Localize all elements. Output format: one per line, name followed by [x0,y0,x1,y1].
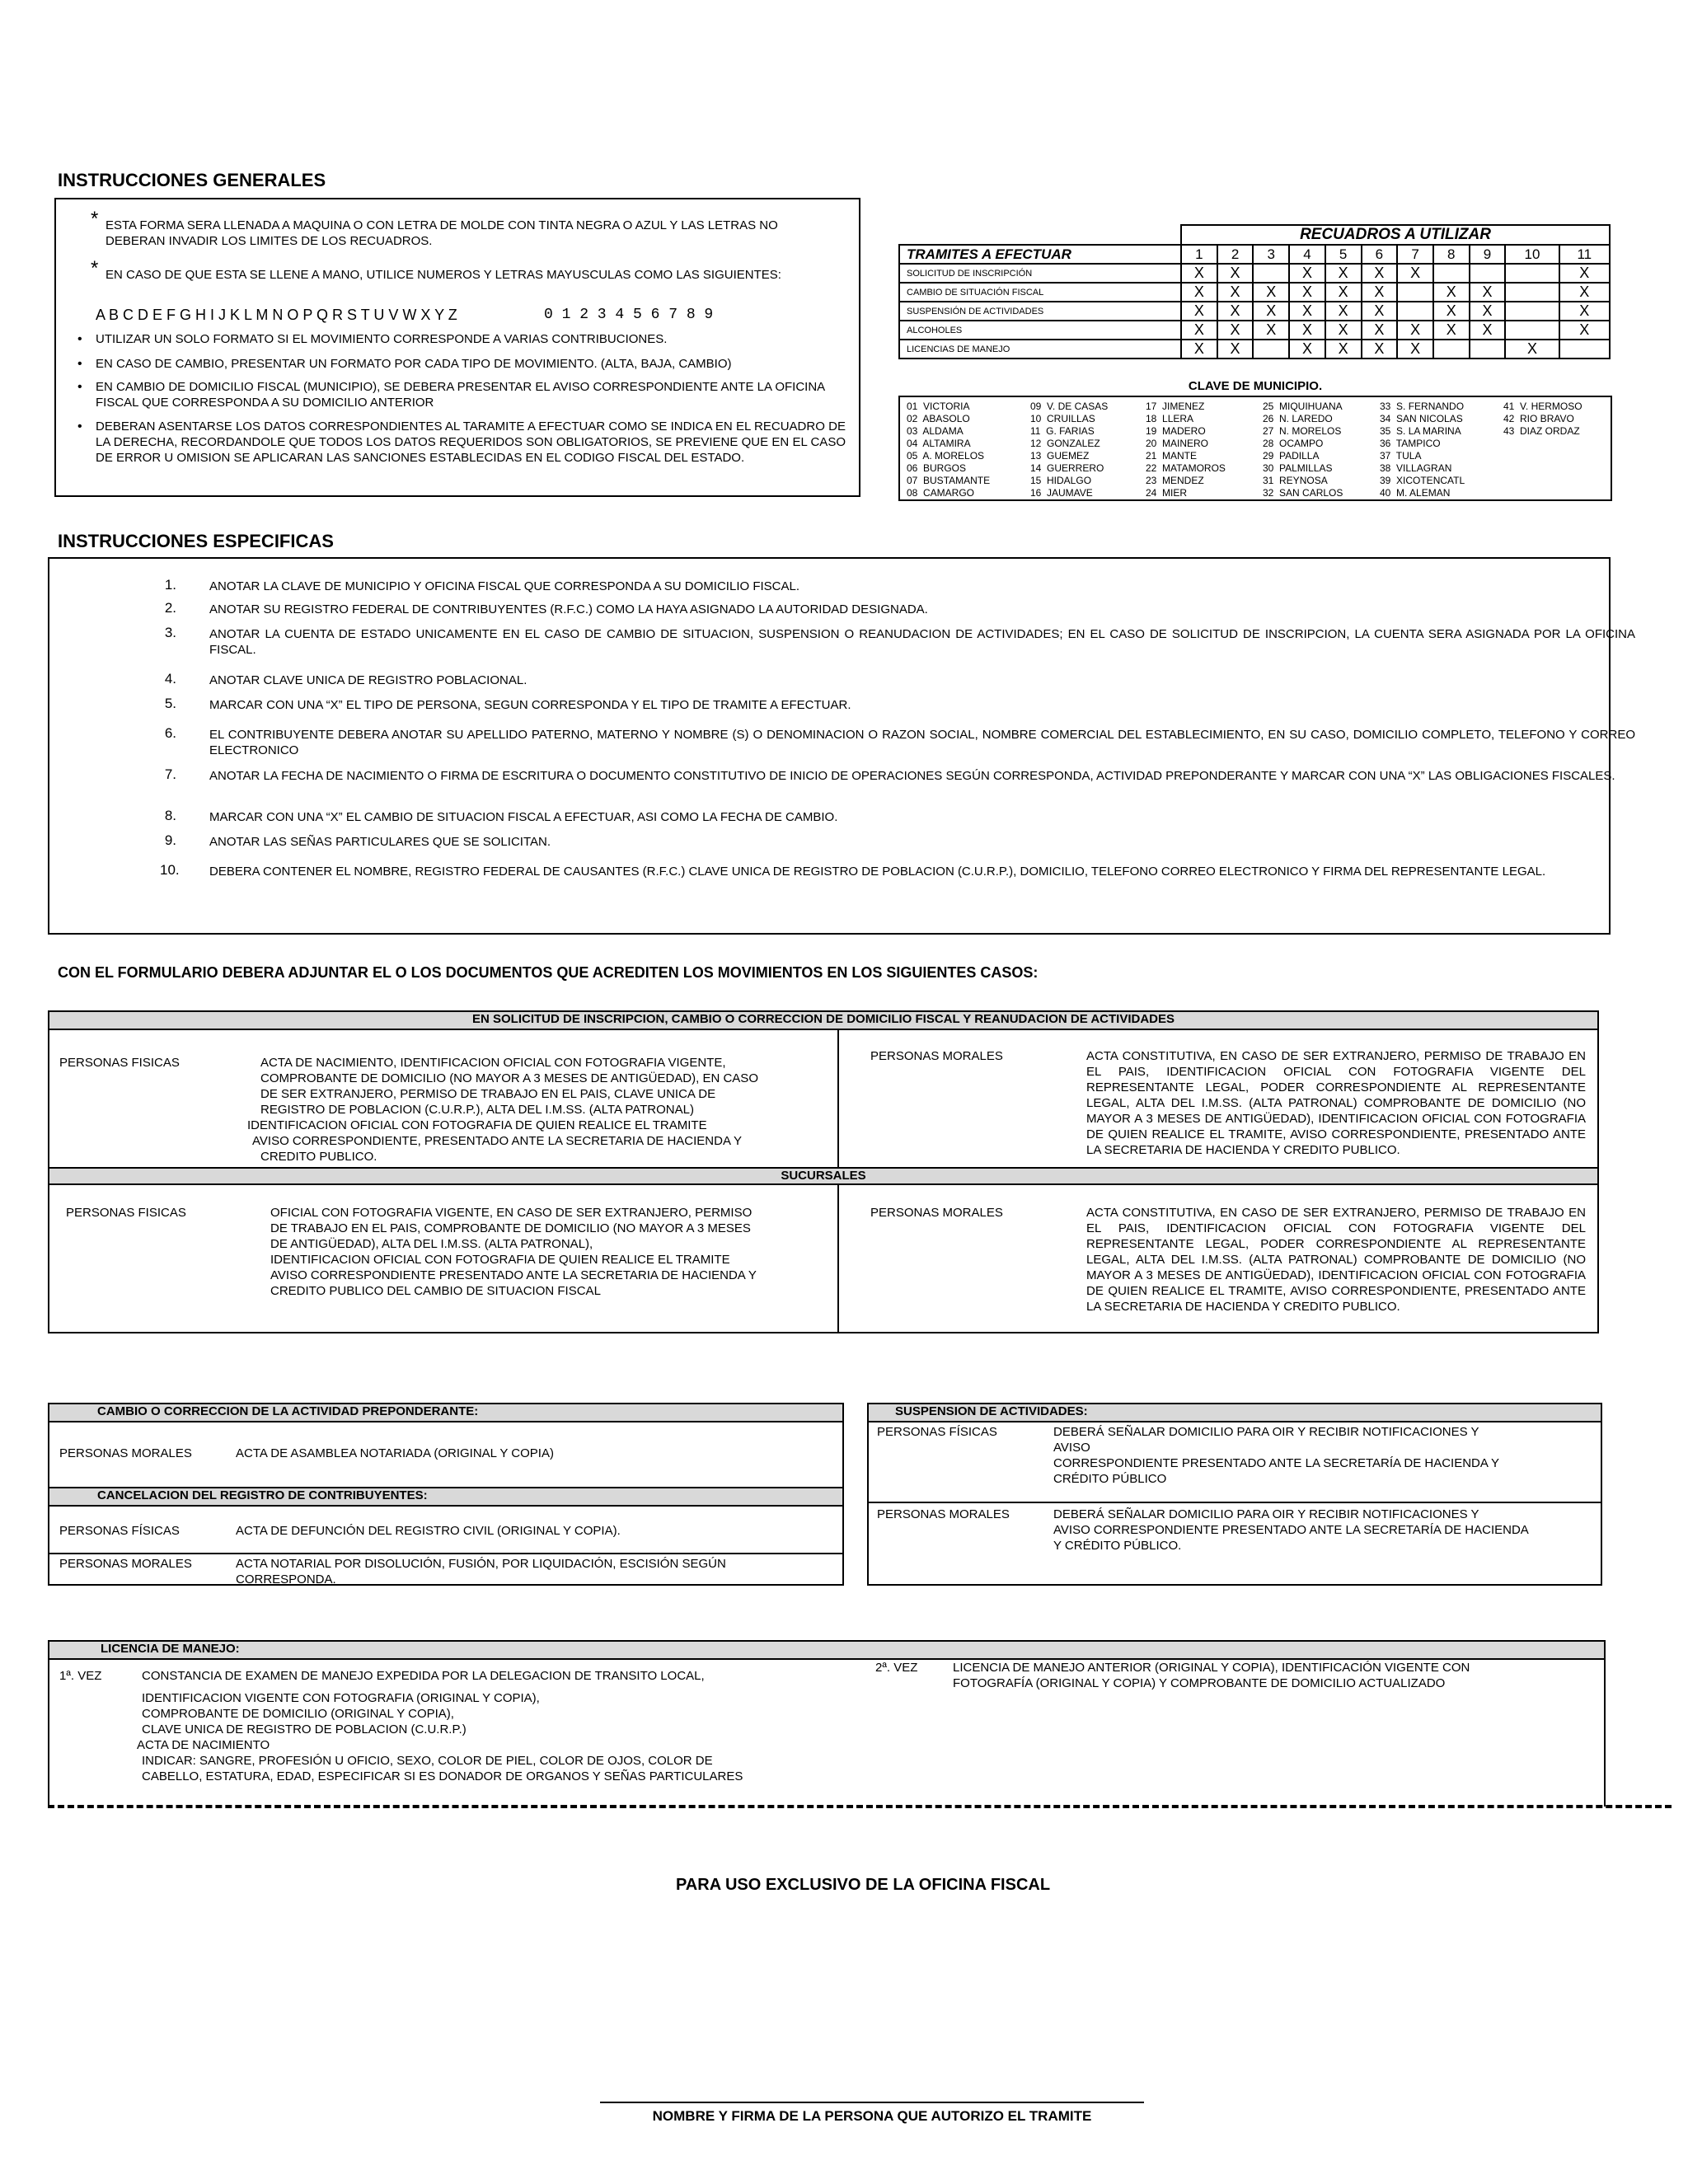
second-label: 2ª. VEZ [875,1661,918,1675]
mark-cell: X [1289,302,1325,321]
mark-cell: X [1289,283,1325,302]
tramite-row [899,283,1610,302]
column-header: 9 [1470,245,1506,264]
mark-cell: X [1325,264,1362,283]
tramite-label: SOLICITUD DE INSCRIPCIÓN [899,264,1181,283]
divider [49,1553,842,1554]
first-line: IDENTIFICACION VIGENTE CON FOTOGRAFIA (ORIGINAL Y COPIA), [142,1691,540,1705]
mark-cell: X [1181,302,1217,321]
mark-cell: X [1325,283,1362,302]
general-title: INSTRUCCIONES GENERALES [58,170,326,190]
mark-cell [1505,283,1559,302]
mark-cell: X [1397,264,1433,283]
municipio-item: 11 G. FARIAS [1030,425,1095,437]
item-number: 9. [164,832,176,848]
cancel-pm-text: ACTA NOTARIAL POR DISOLUCIÓN, FUSIÓN, POR LIQUIDACIÓN, ESCISIÓN SEGÚN CORRESPONDA. [236,1557,726,1586]
cambio-box [48,1403,844,1586]
municipio-item: 16 JAUMAVE [1030,487,1093,499]
column-header: 6 [1362,245,1398,264]
column-header: 2 [1217,245,1254,264]
mark-cell: X [1362,340,1398,359]
item-number: 6. [164,725,176,741]
licencia-title: LICENCIA DE MANEJO: [49,1642,1604,1660]
second-line: LICENCIA DE MANEJO ANTERIOR (ORIGINAL Y COPIA), IDENTIFICACIÓN VIGENTE CON [953,1661,1470,1675]
general-bullet [77,356,837,372]
pm-label: PERSONAS MORALES [870,1206,1003,1220]
sample-letters: A B C D E F G H I J K L M N O P Q R S T U V W X Y Z [96,307,457,323]
municipio-item: 14 GUERRERO [1030,462,1104,474]
docs-table [48,1010,1599,1333]
specific-list [49,559,1635,933]
bullet-text: UTILIZAR UN SOLO FORMATO SI EL MOVIMIENTO CORRESPONDE A VARIAS CONTRIBUCIONES. [96,332,668,346]
municipio-item: 20 MAINERO [1146,438,1209,449]
column-header: 7 [1397,245,1433,264]
mark-cell: X [1253,321,1289,340]
mark-cell: X [1470,283,1506,302]
tramite-label: SUSPENSIÓN DE ACTIVIDADES [899,302,1181,321]
docs-header-2: SUCURSALES [49,1167,1597,1185]
municipio-item: 23 MENDEZ [1146,475,1204,486]
mark-cell: X [1181,340,1217,359]
municipio-item: 01 VICTORIA [907,401,970,412]
first-line: CABELLO, ESTATURA, EDAD, ESPECIFICAR SI ES DONADOR DE ORGANOS Y SEÑAS PARTICULARES [142,1769,743,1783]
mark-cell [1470,340,1506,359]
mark-cell: X [1505,340,1559,359]
municipio-item: 10 CRUILLAS [1030,413,1095,424]
divider [837,1030,839,1167]
municipio-item: 17 JIMENEZ [1146,401,1205,412]
mark-cell: X [1559,264,1610,283]
tramite-label: ALCOHOLES [899,321,1181,340]
mark-cell [1505,302,1559,321]
item-number: 10. [160,862,180,878]
column-header: 1 [1181,245,1217,264]
susp-pf-line: DEBERÁ SEÑALAR DOMICILIO PARA OIR Y RECIBIR NOTIFICACIONES Y [1053,1425,1479,1439]
mark-cell: X [1433,283,1470,302]
column-header: 8 [1433,245,1470,264]
mark-cell [1470,264,1506,283]
general-p1-text: ESTA FORMA SERA LLENADA A MAQUINA O CON LETRA DE MOLDE CON TINTA NEGRA O AZUL Y LAS LETRAS NO DEBERAN INVADIR LOS LIMITES DE LOS RECUADROS. [106,218,778,248]
municipio-title: CLAVE DE MUNICIPIO. [1188,379,1323,393]
municipio-item: 34 SAN NICOLAS [1380,413,1463,424]
mark-cell [1253,340,1289,359]
tramite-row [899,321,1610,340]
cancelacion-title: CANCELACION DEL REGISTRO DE CONTRIBUYENTES: [49,1487,842,1507]
municipio-column [1263,401,1343,499]
municipio-item: 42 RIO BRAVO [1503,413,1574,424]
suspension-box [867,1403,1602,1586]
municipio-item: 05 A. MORELOS [907,450,985,462]
mark-cell [1253,264,1289,283]
pf-label: PERSONAS FISICAS [59,1056,180,1070]
mark-cell: X [1253,302,1289,321]
municipio-item: 26 N. LAREDO [1263,413,1333,424]
pf1-line: REGISTRO DE POBLACION (C.U.R.P.), ALTA DEL I.M.SS. (ALTA PATRONAL) [260,1103,694,1117]
municipio-item: 24 MIER [1146,487,1188,499]
cambio-title: CAMBIO O CORRECCION DE LA ACTIVIDAD PREPONDERANTE: [49,1404,842,1422]
cut-line [48,1805,1672,1808]
susp-pf-line: CRÉDITO PÚBLICO [1053,1472,1167,1486]
item-text: DEBERA CONTENER EL NOMBRE, REGISTRO FEDERAL DE CAUSANTES (R.F.C.) CLAVE UNICA DE REGISTRO DE POBLACION (C.U.R.P.), DOMICILIO, TELEFONO CORREO ELECTRONICO Y FIRMA DEL REPRESENTANTE LEGAL. [209,865,1546,879]
item-text: MARCAR CON UNA “X” EL CAMBIO DE SITUACION FISCAL A EFECTUAR, ASI COMO LA FECHA DE CAMBIO. [209,810,838,824]
mark-cell: X [1362,321,1398,340]
susp-pf-line: CORRESPONDIENTE PRESENTADO ANTE LA SECRETARÍA DE HACIENDA Y [1053,1456,1499,1470]
column-header: 4 [1289,245,1325,264]
municipio-item: 35 S. LA MARINA [1380,425,1461,437]
mark-cell: X [1181,264,1217,283]
bullet-icon: • [77,419,82,434]
municipio-column [907,401,990,499]
susp-pm-line: Y CRÉDITO PÚBLICO. [1053,1539,1182,1553]
cancel-pf-label: PERSONAS FÍSICAS [59,1524,180,1538]
first-label: 1ª. VEZ [59,1669,102,1683]
tramite-row [899,264,1610,283]
municipio-item: 37 TULA [1380,450,1422,462]
divider [869,1502,1601,1503]
municipio-item: 25 MIQUIHUANA [1263,401,1343,412]
mark-cell: X [1217,321,1254,340]
municipio-item: 38 VILLAGRAN [1380,462,1452,474]
column-header: 3 [1253,245,1289,264]
mark-cell: X [1325,302,1362,321]
mark-cell: X [1325,321,1362,340]
first-line: INDICAR: SANGRE, PROFESIÓN U OFICIO, SEXO, COLOR DE PIEL, COLOR DE OJOS, COLOR DE [142,1754,713,1768]
item-text: ANOTAR CLAVE UNICA DE REGISTRO POBLACIONAL. [209,673,528,687]
column-header: 5 [1325,245,1362,264]
mark-cell: X [1289,321,1325,340]
pm1-text: ACTA CONSTITUTIVA, EN CASO DE SER EXTRANJERO, PERMISO DE TRABAJO EN EL PAIS, IDENTIFICACION OFICIAL CON FOTOGRAFIA VIGENTE DEL REPRESENTANTE LEGAL, PODER CORRESPONDIENTE AL REPRESENTANTE LEGAL, ALTA DEL I.M.SS. (ALTA PATRONAL) COMPROBANTE DE DOMICILIO (NO MAYOR A 3 MESES DE ANTIGÜEDAD), IDENTIFICACION OFICIAL CON FOTOGRAFIA DE QUIEN REALICE EL TRAMITE, AVISO CORRESPONDIENTE, PRESENTADO ANTE LA SECRETARIA DE HACIENDA Y CREDITO PUBLICO. [1086,1049,1586,1157]
first-line: ACTA DE NACIMIENTO [137,1738,270,1752]
item-text: MARCAR CON UNA “X” EL TIPO DE PERSONA, SEGUN CORRESPONDA Y EL TIPO DE TRAMITE A EFECTUAR. [209,698,851,712]
general-bullet [77,379,837,410]
asterisk: * [91,208,99,230]
item-number: 3. [164,625,176,640]
column-header: 11 [1559,245,1610,264]
mark-cell: X [1559,302,1610,321]
second-text [953,1660,1596,1691]
municipio-item: 28 OCAMPO [1263,438,1324,449]
bullet-text: DEBERAN ASENTARSE LOS DATOS CORRESPONDIENTES AL TARAMITE A EFECTUAR COMO SE INDICA EN EL RECUADRO DE LA DERECHA, RECORDANDOLE QUE TODOS LOS DATOS REQUERIDOS SON OBLIGATORIOS, SE PREVIENE QUE EN EL CASO DE ERROR U OMISION SE APLICARAN LAS SANCIONES ESTABLECIDAS EN EL CODIGO FISCAL DEL ESTADO. [96,419,846,465]
mark-cell [1505,321,1559,340]
general-p2 [91,257,821,283]
asterisk: * [91,257,99,279]
mark-cell: X [1289,340,1325,359]
municipio-item: 19 MADERO [1146,425,1206,437]
item-text: ANOTAR LAS SEÑAS PARTICULARES QUE SE SOLICITAN. [209,835,551,849]
municipio-item: 12 GONZALEZ [1030,438,1100,449]
susp-pf-label: PERSONAS FÍSICAS [877,1425,997,1439]
mark-cell: X [1289,264,1325,283]
municipio-item: 30 PALMILLAS [1263,462,1333,474]
pf2-line: DE ANTIGÜEDAD), ALTA DEL I.M.SS. (ALTA PATRONAL), [270,1237,593,1251]
municipio-item: 03 ALDAMA [907,425,964,437]
mark-cell: X [1559,321,1610,340]
municipio-item: 41 V. HERMOSO [1503,401,1582,412]
tramites-label: TRAMITES A EFECTUAR [899,245,1181,264]
tramite-label: LICENCIAS DE MANEJO [899,340,1181,359]
first-line: CLAVE UNICA DE REGISTRO DE POBLACION (C.U.R.P.) [142,1722,467,1736]
mark-cell [1397,302,1433,321]
municipio-item: 36 TAMPICO [1380,438,1441,449]
bullet-icon: • [77,380,82,394]
pf2-line: AVISO CORRESPONDIENTE PRESENTADO ANTE LA SECRETARIA DE HACIENDA Y [270,1268,757,1282]
general-p2-text: EN CASO DE QUE ESTA SE LLENE A MANO, UTILICE NUMEROS Y LETRAS MAYUSCULAS COMO LAS SIGUIENTES: [106,268,781,282]
pf1-line: AVISO CORRESPONDIENTE, PRESENTADO ANTE LA SECRETARIA DE HACIENDA Y [252,1134,743,1148]
municipio-item: 32 SAN CARLOS [1263,487,1343,499]
susp-pm-line: AVISO CORRESPONDIENTE PRESENTADO ANTE LA SECRETARÍA DE HACIENDA [1053,1523,1529,1537]
municipio-column [1030,401,1108,499]
municipio-item: 13 GUEMEZ [1030,450,1090,462]
recuadros-table-wrap [898,224,1611,359]
susp-pf-line: AVISO [1053,1441,1090,1455]
municipio-item: 40 M. ALEMAN [1380,487,1451,499]
pf1-text [247,1055,821,1165]
pf2-line: DE TRABAJO EN EL PAIS, COMPROBANTE DE DOMICILIO (NO MAYOR A 3 MESES [270,1221,751,1235]
mark-cell [1433,264,1470,283]
first-line: CONSTANCIA DE EXAMEN DE MANEJO EXPEDIDA POR LA DELEGACION DE TRANSITO LOCAL, [142,1669,705,1683]
first-line: COMPROBANTE DE DOMICILIO (ORIGINAL Y COPIA), [142,1707,454,1721]
municipio-item: 07 BUSTAMANTE [907,475,991,486]
specific-title: INSTRUCCIONES ESPECIFICAS [58,531,334,551]
municipio-item: 31 REYNOSA [1263,475,1328,486]
mark-cell: X [1217,302,1254,321]
pf1-line: CREDITO PUBLICO. [260,1150,377,1164]
first-text [137,1668,884,1784]
general-bullet [77,331,837,347]
sample-digits: 0 1 2 3 4 5 6 7 8 9 [544,307,714,323]
mark-cell: X [1325,340,1362,359]
item-text: ANOTAR LA CUENTA DE ESTADO UNICAMENTE EN EL CASO DE CAMBIO DE SITUACION, SUSPENSION O REANUDACION DE ACTIVIDADES; EN EL CASO DE SOLICITUD DE INSCRIPCION, LA CUENTA SERA ASIGNADA POR LA OFICINA FISCAL. [209,627,1635,657]
pf-label: PERSONAS FISICAS [66,1206,186,1220]
municipio-item: 29 PADILLA [1263,450,1320,462]
mark-cell: X [1559,283,1610,302]
pf2-text [270,1205,831,1299]
general-box [54,198,860,497]
municipio-box [898,396,1612,501]
tramite-row [899,340,1610,359]
docs-title: CON EL FORMULARIO DEBERA ADJUNTAR EL O LOS DOCUMENTOS QUE ACREDITEN LOS MOVIMIENTOS EN LOS SIGUIENTES CASOS: [58,964,1039,981]
tramite-label: CAMBIO DE SITUACIÓN FISCAL [899,283,1181,302]
item-number: 4. [164,671,176,687]
mark-cell: X [1397,321,1433,340]
licencia-box [48,1640,1606,1807]
municipio-item: 39 XICOTENCATL [1380,475,1465,486]
blank-cell [899,225,1181,245]
item-number: 2. [164,600,176,616]
column-header: 10 [1505,245,1559,264]
bullet-text: EN CAMBIO DE DOMICILIO FISCAL (MUNICIPIO), SE DEBERA PRESENTAR EL AVISO CORRESPONDIENTE ANTE LA OFICINA FISCAL QUE CORRESPONDA A SU DOMICILIO ANTERIOR [96,380,825,410]
municipio-columns [907,401,1607,498]
bullet-icon: • [77,357,82,371]
bullet-text: EN CASO DE CAMBIO, PRESENTAR UN FORMATO POR CADA TIPO DE MOVIMIENTO. (ALTA, BAJA, CAMBIO) [96,357,732,371]
municipio-item: 22 MATAMOROS [1146,462,1226,474]
pf2-line: OFICIAL CON FOTOGRAFIA VIGENTE, EN CASO DE SER EXTRANJERO, PERMISO [270,1206,753,1220]
municipio-column [1146,401,1226,499]
cancel-pf-text: ACTA DE DEFUNCIÓN DEL REGISTRO CIVIL (ORIGINAL Y COPIA). [236,1524,621,1538]
municipio-item: 04 ALTAMIRA [907,438,971,449]
mark-cell [1505,264,1559,283]
tramite-row [899,302,1610,321]
oficina-title: PARA USO EXCLUSIVO DE LA OFICINA FISCAL [675,1876,1051,1894]
cambio-pm-label: PERSONAS MORALES [59,1446,192,1460]
mark-cell [1397,283,1433,302]
municipio-column [1380,401,1465,499]
general-p1 [91,208,821,249]
mark-cell: X [1362,302,1398,321]
mark-cell: X [1397,340,1433,359]
municipio-column [1503,401,1582,438]
docs-header-1: EN SOLICITUD DE INSCRIPCION, CAMBIO O CORRECCION DE DOMICILIO FISCAL Y REANUDACION DE ACTIVIDADES [49,1012,1597,1030]
pf2-line: CREDITO PUBLICO DEL CAMBIO DE SITUACION FISCAL [270,1284,601,1298]
municipio-item: 08 CAMARGO [907,487,975,499]
susp-pm-line: DEBERÁ SEÑALAR DOMICILIO PARA OIR Y RECIBIR NOTIFICACIONES Y [1053,1507,1479,1521]
mark-cell: X [1470,302,1506,321]
mark-cell: X [1181,321,1217,340]
municipio-item: 06 BURGOS [907,462,967,474]
item-text: ANOTAR SU REGISTRO FEDERAL DE CONTRIBUYENTES (R.F.C.) COMO LA HAYA ASIGNADO LA AUTORIDAD DESIGNADA. [209,602,928,616]
municipio-item: 02 ABASOLO [907,413,970,424]
municipio-item: 15 HIDALGO [1030,475,1092,486]
pf1-line: DE SER EXTRANJERO, PERMISO DE TRABAJO EN EL PAIS, CLAVE UNICA DE [260,1087,716,1101]
mark-cell: X [1470,321,1506,340]
mark-cell: X [1217,264,1254,283]
susp-pf-text [1053,1424,1589,1487]
susp-pm-text [1053,1507,1589,1554]
item-text: ANOTAR LA CLAVE DE MUNICIPIO Y OFICINA FISCAL QUE CORRESPONDA A SU DOMICILIO FISCAL. [209,579,800,593]
mark-cell: X [1253,283,1289,302]
general-bullet [77,419,846,466]
mark-cell: X [1217,340,1254,359]
item-number: 5. [164,696,176,711]
divider [837,1185,839,1333]
signature-label: NOMBRE Y FIRMA DE LA PERSONA QUE AUTORIZO EL TRAMITE [652,2108,1092,2124]
mark-cell: X [1362,264,1398,283]
cancel-pm-label: PERSONAS MORALES [59,1557,192,1571]
mark-cell [1559,340,1610,359]
item-text: ANOTAR LA FECHA DE NACIMIENTO O FIRMA DE ESCRITURA O DOCUMENTO CONSTITUTIVO DE INICIO DE OPERACIONES SEGÚN CORRESPONDA, ACTIVIDAD PREPONDERANTE Y MARCAR CON UNA “X” LAS OBLIGACIONES FISCALES. [209,769,1615,783]
pf1-line: IDENTIFICACION OFICIAL CON FOTOGRAFIA DE QUIEN REALICE EL TRAMITE [247,1118,707,1132]
recuadros-table [898,224,1611,359]
signature-line [600,2102,1144,2103]
municipio-item: 21 MANTE [1146,450,1198,462]
mark-cell: X [1217,283,1254,302]
municipio-item: 43 DIAZ ORDAZ [1503,425,1580,437]
municipio-item: 27 N. MORELOS [1263,425,1342,437]
pf1-line: ACTA DE NACIMIENTO, IDENTIFICACION OFICIAL CON FOTOGRAFIA VIGENTE, [260,1056,726,1070]
pf2-line: IDENTIFICACION OFICIAL CON FOTOGRAFIA DE QUIEN REALICE EL TRAMITE [270,1253,730,1267]
second-line: FOTOGRAFÍA (ORIGINAL Y COPIA) Y COMPROBANTE DE DOMICILIO ACTUALIZADO [953,1676,1446,1690]
pm-label: PERSONAS MORALES [870,1049,1003,1063]
mark-cell: X [1181,283,1217,302]
pm2-text: ACTA CONSTITUTIVA, EN CASO DE SER EXTRANJERO, PERMISO DE TRABAJO EN EL PAIS, IDENTIFICACION OFICIAL CON FOTOGRAFIA VIGENTE DEL REPRESENTANTE LEGAL, PODER CORRESPONDIENTE AL REPRESENTANTE LEGAL, ALTA DEL I.M.SS. (ALTA PATRONAL) COMPROBANTE DE DOMICILIO (NO MAYOR A 3 MESES DE ANTIGÜEDAD), IDENTIFICACION OFICIAL CON FOTOGRAFIA DE QUIEN REALICE EL TRAMITE, AVISO CORRESPONDIENTE, PRESENTADO ANTE LA SECRETARIA DE HACIENDA Y CREDITO PUBLICO. [1086,1206,1586,1314]
item-text: EL CONTRIBUYENTE DEBERA ANOTAR SU APELLIDO PATERNO, MATERNO Y NOMBRE (S) O DENOMINACION O RAZON SOCIAL, NOMBRE COMERCIAL DEL ESTABLECIMIENTO, EN SU CASO, DOMICILIO COMPLETO, TELEFONO Y CORREO ELECTRONICO [209,728,1635,757]
susp-pm-label: PERSONAS MORALES [877,1507,1010,1521]
mark-cell [1433,340,1470,359]
item-number: 8. [164,808,176,823]
mark-cell: X [1362,283,1398,302]
mark-cell: X [1433,321,1470,340]
cambio-pm-text: ACTA DE ASAMBLEA NOTARIADA (ORIGINAL Y COPIA) [236,1446,554,1460]
recuadros-title: RECUADROS A UTILIZAR [1181,225,1610,245]
municipio-item: 18 LLERA [1146,413,1194,424]
mark-cell: X [1433,302,1470,321]
municipio-item: 09 V. DE CASAS [1030,401,1109,412]
specific-box [48,557,1635,935]
municipio-item: 33 S. FERNANDO [1380,401,1465,412]
pf1-line: COMPROBANTE DE DOMICILIO (NO MAYOR A 3 MESES DE ANTIGÜEDAD), EN CASO [260,1071,758,1085]
item-number: 7. [164,766,176,782]
suspension-title: SUSPENSION DE ACTIVIDADES: [869,1404,1601,1422]
bullet-icon: • [77,332,82,346]
item-number: 1. [164,577,176,593]
